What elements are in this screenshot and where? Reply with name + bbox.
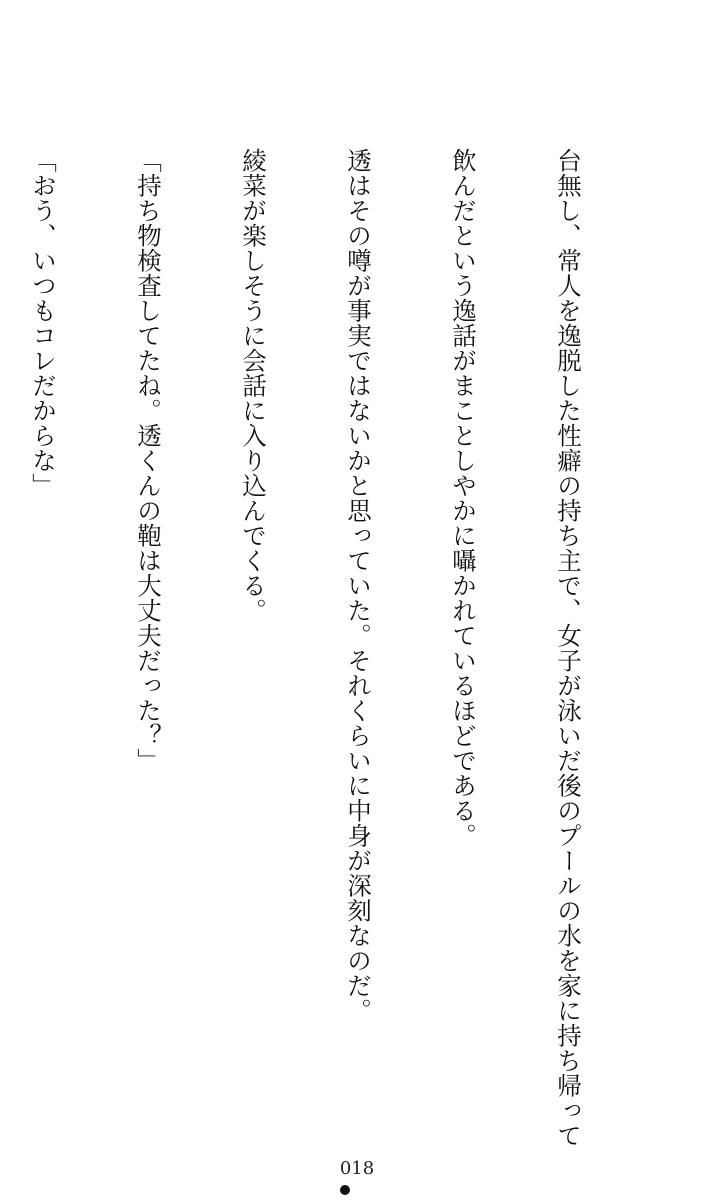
text-line: 「持ち物検査してたね。透くんの鞄は大丈夫だった？」 — [134, 148, 163, 773]
text-line: 綾菜が楽しそうに会話に入り込んでくる。 — [239, 148, 268, 623]
text-line: 透はその噂が事実ではないかと思っていた。それくらいに中身が深刻なのだ。 — [344, 148, 373, 1023]
text-line: 飲んだという逸話がまことしやかに囁かれているほどである。 — [449, 148, 478, 848]
page-number: 018 — [339, 1158, 375, 1179]
page-marker-dot-icon — [340, 1185, 350, 1195]
text-line: 台無し、常人を逸脱した性癖の持ち主で、女子が泳いだ後のプールの水を家に持ち帰って — [554, 148, 583, 1148]
vertical-text-body — [29, 148, 656, 1148]
text-line: 「おう、いつもコレだからな」 — [29, 148, 58, 498]
